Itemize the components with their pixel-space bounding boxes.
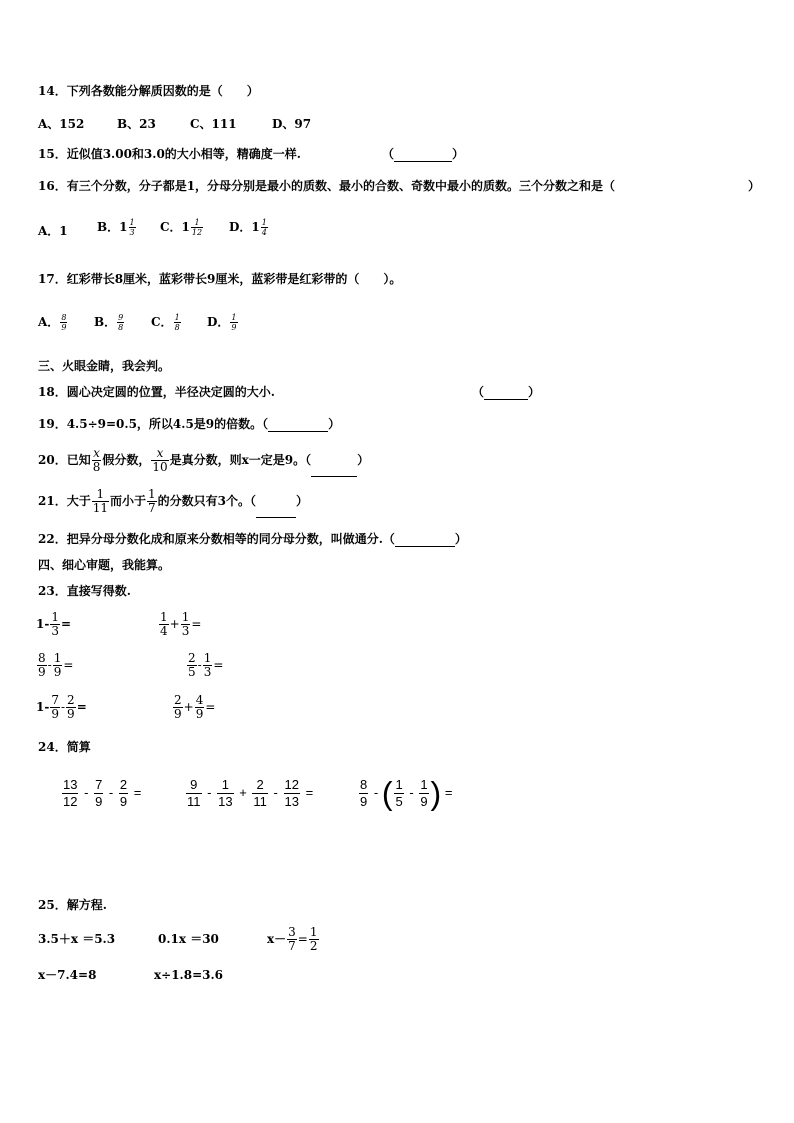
question-25-stem: 25．解方程. [38,898,107,912]
equals-sign: = [60,617,72,631]
equals-sign: = [213,658,224,672]
operator: - [207,785,212,800]
q23-expression-4 [186,650,223,680]
q16-option-c [160,218,204,237]
q20-text-post: 是真分数，则x一定是9。（ [169,453,312,467]
fraction-denominator: 10 [152,460,168,474]
operator: + [239,785,247,800]
fraction-denominator: 9 [360,794,368,810]
fraction-denominator: 7 [288,939,296,953]
fraction-numerator: 1 [395,777,403,793]
fraction-denominator: 9 [174,707,182,721]
q14-option-b: B、23 [117,117,156,131]
fraction-denominator: 5 [395,794,403,810]
fraction-denominator: 13 [284,794,299,810]
operator: - [409,785,414,800]
fraction-numerator: 1 [174,313,180,322]
q14-option-a: A、152 [38,117,85,131]
q24-calculation-1 [60,775,141,811]
fraction-numerator: 1 [309,925,318,939]
fraction-denominator: 11 [253,794,267,810]
operator: - [273,785,278,800]
q25-equation-2: 0.1x ＝30 [158,932,219,946]
q24-calculation-3 [357,775,452,811]
question-17-stem: 17．红彩带长8厘米，蓝彩带长9厘米，蓝彩带是红彩带的（ ）。 [38,272,402,286]
q18-paren-open: （ [472,385,485,399]
fraction-denominator: 11 [187,794,201,810]
q20-blank-line[interactable] [311,444,357,477]
operator: - [84,785,89,800]
fraction-numerator: x [93,446,100,460]
fraction-denominator: 12 [63,794,78,810]
section-4-heading: 四、细心审题，我能算。 [38,558,171,572]
q19-blank-line[interactable] [268,417,328,432]
q16-option-b-whole: B．1 [97,220,128,234]
q17-option-b [94,313,125,332]
q18-paren-close: ） [528,385,541,399]
q22-text: 22．把异分母分数化成和原来分数相等的同分母分数，叫做通分.（ [38,532,395,546]
fraction-numerator: x [151,447,168,461]
fraction-numerator: 1 [148,487,156,501]
q23-expression-6 [172,692,215,722]
q21-paren-close: ） [296,494,309,508]
operator: - [47,658,52,672]
q16-paren-close: ） [748,179,761,193]
fraction-numerator: 2 [188,651,196,665]
q17-option-a [38,313,68,332]
fraction-numerator: 1 [92,488,109,502]
equals-sign: = [297,932,308,946]
q25-equation-1: 3.5＋x ＝5.3 [38,932,116,946]
equals-sign: = [133,785,142,800]
fraction-denominator: 3 [129,228,135,237]
fraction-numerator: 2 [252,777,268,794]
q15-paren-close: ） [452,147,465,161]
q14-option-c: C、111 [190,117,237,131]
question-19-stem [38,417,340,432]
q17-option-c [151,313,182,332]
operator: - [60,700,66,714]
q25-equation-4: x－7.4=8 [38,968,97,982]
fraction-numerator: 1 [129,218,135,227]
q16-option-d-whole: D．1 [229,220,260,234]
fraction-denominator: 9 [53,665,62,679]
fraction-numerator: 7 [95,777,103,793]
expr-term: x－ [267,932,287,946]
fraction-denominator: 3 [181,624,190,638]
fraction-denominator: 5 [188,665,196,679]
fraction-numerator: 7 [51,693,59,707]
fraction-denominator: 8 [92,460,101,474]
equals-sign: = [76,700,87,714]
question-16-stem: 16．有三个分数，分子都是1，分母分别是最小的质数、最小的合数、奇数中最小的质数。三个分数之和是（ [38,179,616,193]
fraction-denominator: 9 [95,794,103,810]
q17-option-b-label: B． [94,315,117,329]
equals-sign: = [205,700,216,714]
expr-term: 1- [36,700,50,714]
q25-equation-3 [267,923,320,955]
fraction-denominator: 9 [51,707,59,721]
fraction-numerator: 1 [231,313,237,322]
fraction-denominator: 9 [119,794,128,810]
fraction-denominator: 4 [261,228,267,237]
fraction-numerator: 3 [288,925,296,939]
q24-calculation-2 [184,775,313,811]
fraction-denominator: 9 [61,323,67,332]
q18-answer-blank[interactable] [472,385,540,400]
q23-expression-1 [36,609,71,639]
operator: + [169,617,180,631]
fraction-denominator: 13 [218,794,233,810]
question-22-stem [38,532,467,547]
fraction-denominator: 4 [160,624,168,638]
q15-answer-blank[interactable] [382,147,464,162]
q19-paren-close: ） [328,417,341,431]
fraction-denominator: 9 [420,794,428,810]
fraction-denominator: 3 [203,665,212,679]
q17-option-a-label: A． [38,315,60,329]
fraction-numerator: 2 [67,693,75,707]
fraction-numerator: 4 [195,693,204,707]
fraction-numerator: 1 [160,610,168,624]
section-3-heading: 三、火眼金睛，我会判。 [38,359,171,373]
equals-sign: = [305,785,314,800]
fraction-denominator: 7 [148,501,156,515]
expr-term: 1- [36,617,50,631]
q21-text-post: 的分数只有3个。（ [157,494,256,508]
fraction-numerator: 2 [174,693,182,707]
fraction-numerator: 1 [420,777,428,793]
fraction-numerator: 9 [186,777,202,794]
question-15-stem: 15．近似值3.00和3.0的大小相等，精确度一样. [38,147,301,161]
fraction-numerator: 8 [38,651,46,665]
q16-option-d [229,218,269,237]
fraction-denominator: 11 [92,501,108,515]
fraction-numerator: 1 [51,610,59,624]
fraction-numerator: 1 [261,218,267,227]
q21-blank-line[interactable] [256,485,296,518]
fraction-numerator: 1 [181,610,190,624]
fraction-numerator: 1 [217,777,233,794]
fraction-numerator: 9 [118,313,124,322]
fraction-denominator: 2 [309,939,318,953]
equals-sign: = [444,785,453,800]
fraction-numerator: 13 [63,777,78,793]
operator: - [197,658,202,672]
q20-text-pre: 20．已知 [38,453,91,467]
fraction-numerator: 1 [53,651,62,665]
fraction-denominator: 9 [38,665,46,679]
q18-blank-line[interactable] [484,385,528,400]
left-parenthesis: ( [381,775,393,812]
fraction-numerator: 1 [191,218,203,228]
operator: - [373,785,379,800]
q23-expression-3 [36,650,73,680]
q15-blank-line[interactable] [394,147,452,162]
q21-text-pre: 21．大于 [38,494,91,508]
fraction-numerator: 12 [284,777,299,793]
fraction-numerator: 8 [61,313,67,322]
q16-option-a: A．1 [38,224,68,238]
fraction-denominator: 9 [231,323,237,332]
q17-option-d [207,313,239,332]
fraction-denominator: 8 [174,323,180,332]
q15-paren-open: （ [382,147,395,161]
fraction-numerator: 1 [203,651,212,665]
q25-equation-5: x÷1.8=3.6 [154,968,224,982]
question-20 [38,444,369,477]
equals-sign: = [63,658,74,672]
q16-option-c-whole: C．1 [160,220,190,234]
q22-paren-close: ） [454,532,467,546]
fraction-numerator: 8 [360,777,368,793]
q20-paren-close: ） [357,453,370,467]
q19-text: 19．4.5÷9=0.5，所以4.5是9的倍数。（ [38,417,269,431]
q20-text-mid: 假分数， [102,453,151,467]
q23-expression-2 [158,609,201,639]
q17-option-c-label: C． [151,315,173,329]
question-14-stem: 14．下列各数能分解质因数的是（ ） [38,84,259,98]
equals-sign: = [191,617,202,631]
question-23-stem: 23．直接写得数. [38,584,131,598]
question-21 [38,485,308,518]
question-24-stem: 24．简算 [38,740,91,754]
q21-text-mid: 而小于 [109,494,146,508]
fraction-denominator: 12 [191,228,203,237]
q23-expression-5 [36,692,87,722]
operator: + [183,700,194,714]
fraction-denominator: 9 [195,707,204,721]
q14-option-d: D、97 [272,117,312,131]
fraction-numerator: 2 [119,777,128,793]
q16-option-b [97,218,137,237]
right-parenthesis: ) [430,775,442,812]
q22-blank-line[interactable] [395,532,455,547]
question-18-stem: 18．圆心决定圆的位置，半径决定圆的大小. [38,385,275,399]
q17-option-d-label: D． [207,315,230,329]
fraction-denominator: 9 [67,707,75,721]
fraction-denominator: 8 [118,323,124,332]
operator: - [108,785,114,800]
fraction-denominator: 3 [51,624,59,638]
